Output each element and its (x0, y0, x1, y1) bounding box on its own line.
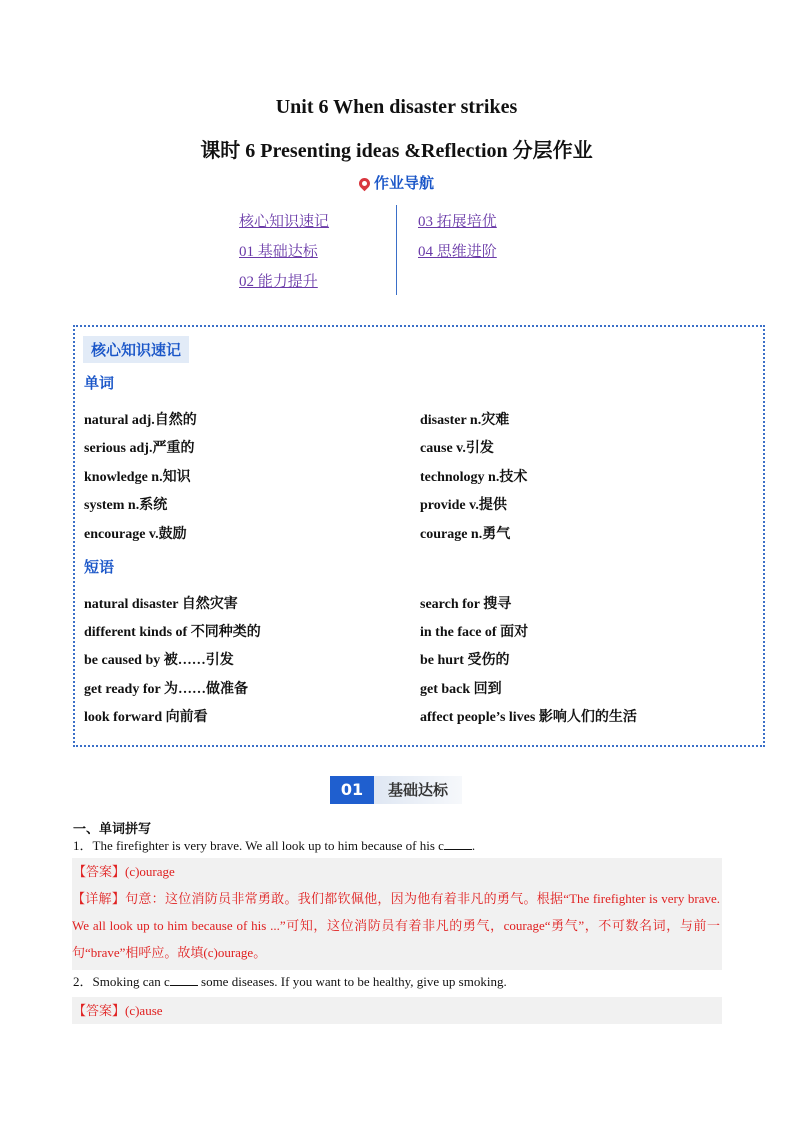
word-item: knowledge n.知识 (84, 470, 191, 485)
phrase-item: affect people’s lives 影响人们的生活 (420, 710, 637, 725)
nav-link-thinking[interactable]: 04 思维进阶 (418, 244, 497, 260)
answer-box-2 (72, 997, 722, 1024)
nav-heading (0, 172, 793, 193)
question-1-end: . (471, 838, 476, 853)
phrase-item: in the face of 面对 (420, 625, 529, 640)
phrase-item: natural disaster 自然灾害 (84, 597, 238, 612)
phrase-item: get ready for 为……做准备 (84, 682, 248, 697)
section-label: 基础达标 (374, 776, 462, 804)
word-item: provide v.提供 (420, 498, 507, 513)
document-title: Unit 6 When disaster strikes (275, 96, 518, 118)
answer-box-1 (72, 858, 722, 970)
part-title: 一、单词拼写 (73, 821, 152, 836)
answer-blank (444, 837, 472, 850)
word-item: courage n.勇气 (420, 527, 511, 542)
nav-link-core-knowledge[interactable]: 核心知识速记 (239, 214, 330, 230)
word-item: system n.系统 (84, 498, 168, 513)
word-item: serious adj.严重的 (84, 441, 195, 456)
phrases-heading: 短语 (84, 558, 115, 576)
section-number: 01 (330, 776, 374, 804)
nav-divider (396, 205, 397, 295)
word-item: disaster n.灾难 (420, 413, 510, 428)
phrase-item: get back 回到 (420, 682, 502, 697)
document-subtitle: 课时 6 Presenting ideas &Reflection 分层作业 (200, 140, 593, 162)
knowledge-box-title: 核心知识速记 (83, 336, 189, 363)
question-2 (73, 971, 507, 990)
answer-2: 【答案】(c)ause (73, 1003, 163, 1018)
location-pin-icon (357, 176, 373, 192)
nav-link-extension[interactable]: 03 拓展培优 (418, 214, 497, 230)
word-item: technology n.技术 (420, 470, 528, 485)
word-item: natural adj.自然的 (84, 413, 197, 428)
word-item: encourage v.鼓励 (84, 527, 187, 542)
section-badge (330, 776, 462, 804)
phrase-item: be hurt 受伤的 (420, 653, 510, 668)
nav-link-basic[interactable]: 01 基础达标 (239, 244, 318, 260)
phrase-item: be caused by 被……引发 (84, 653, 234, 668)
word-item: cause v.引发 (420, 441, 494, 456)
answer-1: 【答案】(c)ourage (73, 864, 175, 879)
phrase-item: look forward 向前看 (84, 710, 208, 725)
question-2-text: 2．Smoking can c (73, 974, 170, 989)
explanation-1: 【详解】句意：这位消防员非常勇敢。我们都钦佩他，因为他有着非凡的勇气。根据“The firefighter is very brave. We all look up to him because of his ...”可知，这位消防员有着非凡的勇气，courage“勇气”，不可数名词，与前一句“brave”相呼应。故填(c)ourage。 (72, 891, 720, 960)
phrase-item: search for 搜寻 (420, 597, 512, 612)
question-2-end: some diseases. If you want to be healthy, give up smoking. (197, 974, 507, 989)
phrase-item: different kinds of 不同种类的 (84, 625, 261, 640)
question-1 (73, 835, 475, 854)
answer-blank (170, 973, 198, 986)
nav-heading-label: 作业导航 (373, 174, 434, 192)
words-heading: 单词 (84, 374, 115, 392)
question-1-text: 1．The firefighter is very brave. We all look up to him because of his c (73, 838, 444, 853)
nav-link-ability[interactable]: 02 能力提升 (239, 274, 318, 290)
